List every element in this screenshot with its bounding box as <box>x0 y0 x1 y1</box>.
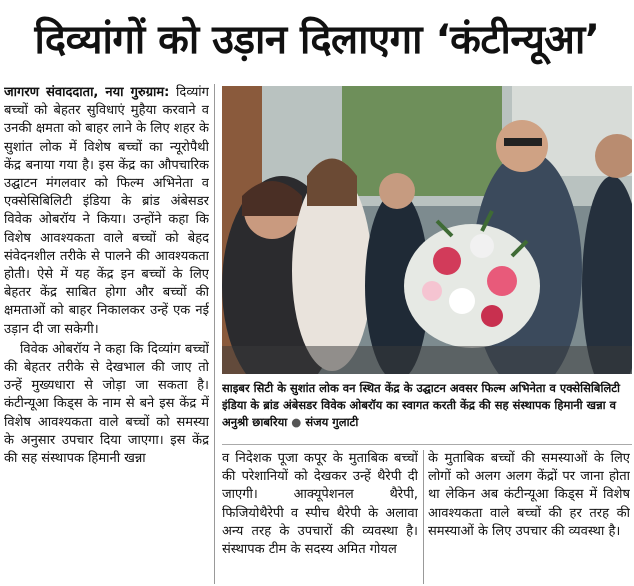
column-divider <box>423 450 424 584</box>
paragraph-1 <box>4 84 209 339</box>
byline: जागरण संवाददाता, नया गुरुग्राम: <box>4 85 170 100</box>
headline: दिव्यांगों को उड़ान दिलाएगा ‘कंटीन्यूआ’ <box>34 17 600 63</box>
column-divider <box>214 84 215 584</box>
paragraph-3: व निदेशक पूजा कपूर के मुताबिक बच्चों की परेशानियों को देखकर उन्हें थैरेपी दी जाएगी। आक्यूपेशनल थैरेपी, फिजियोथैरेपी व स्पीच थैरेपी के अलावा अन्य तरह के उपचारों की व्यवस्था है। संस्थापक टीम के सदस्य अमित गोयल <box>222 451 418 558</box>
caption-text: साइबर सिटी के सुशांत लोक वन स्थित केंद्र के उद्घाटन अवसर फिल्म अभिनेता व एक्सेसिबिलिटी इंडिया के ब्रांड अंबेसडर विवेक ओबरॉय का स्वागत करती केंद्र की सह संस्थापक हिमानी खन्ना व अनुश्री छाबरिया <box>222 381 621 429</box>
article-column-right <box>428 450 630 584</box>
photo-illustration <box>222 86 632 374</box>
article-column-left <box>4 84 209 584</box>
caption-divider <box>222 444 632 445</box>
paragraph-1-text: दिव्यांग बच्चों को बेहतर सुविधाएं मुहैया करवाने व उनकी क्षमता को बाहर लाने के लिए शहर के सुशांत लोक में विशेष बच्चों का न्यूरोपैथी केंद्र बनाया गया है। इस केंद्र का औपचारिक उद्घाटन मंगलवार को फिल्म अभिनेता व एक्सेसिबिलिटी इंडिया के ब्रांड अंबेसडर विवेक ओबरॉय ने किया। उन्होंने कहा कि विशेष आवश्यकता वाले बच्चों को बेहद संवेदनशील तरीके से पालने की आवश्यकता होती। ऐसे में यह केंद्र इन बच्चों के लिए बेहतर केंद्र साबित होगा और बच्चों की क्षमताओं को बाहर निकालकर उन्हें एक नई उड़ान दी जा सकेगी। <box>4 85 209 337</box>
photo-credit: संजय गुलाटी <box>305 415 359 429</box>
news-photo <box>222 86 632 374</box>
article-column-middle <box>222 450 418 584</box>
caption-separator: ● <box>291 415 302 429</box>
photo-caption <box>222 380 632 442</box>
paragraph-4: के मुताबिक बच्चों की समस्याओं के लिए लोगों को अलग अलग केंद्रों पर जाना होता था लेकिन अब कंटीन्यूआ किड्स में विशेष आवश्यकता वाले बच्चों की हर तरह की समस्याओं के लिए उपचार की व्यवस्था है। <box>428 451 630 539</box>
paragraph-2: विवेक ओबरॉय ने कहा कि दिव्यांग बच्चों की बेहतर तरीके से देखभाल की जाए तो उन्हें मुख्यधारा से जोड़ा जा सकता है। कंटीन्यूआ किड्स के नाम से बने इस केंद्र में विशेष आवश्यकता वाले बच्चों को समस्या के अनुसार उपचार दिया जाएगा। इस केंद्र की सह संस्थापक हिमानी खन्ना <box>4 341 209 467</box>
